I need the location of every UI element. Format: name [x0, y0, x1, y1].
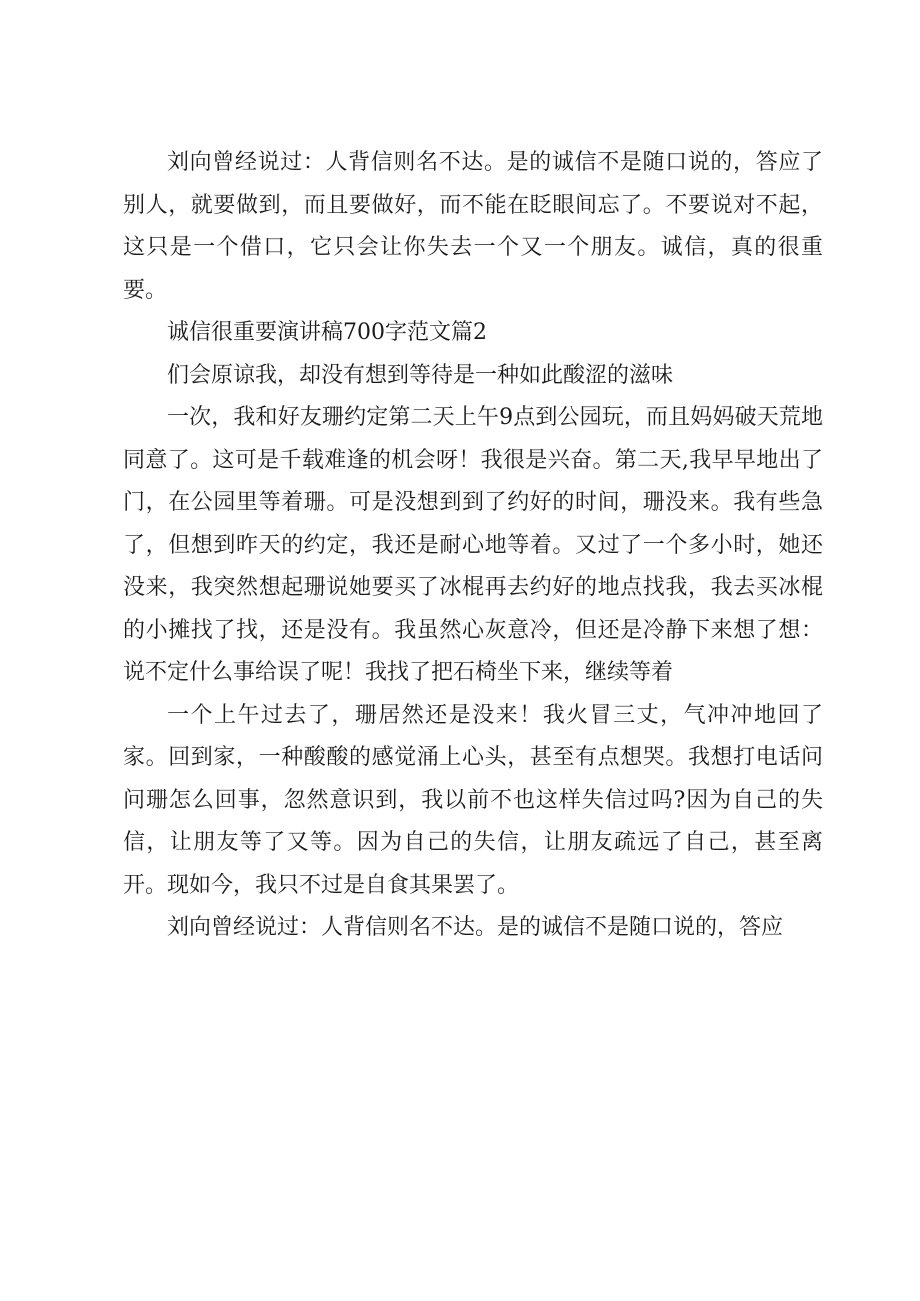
paragraph-2: 们会原谅我，却没有想到等待是一种如此酸涩的滋味	[167, 362, 674, 388]
section-heading: 诚信很重要演讲稿700字范文篇2	[167, 320, 487, 345]
paragraph-5: 刘向曾经说过：人背信则名不达。是的诚信不是随口说的，答应	[167, 915, 784, 940]
paragraph-4: 一个上午过去了，珊居然还是没来！我火冒三丈，气冲冲地回了家。回到家，一种酸酸的感觉涌上心头，甚至有点想哭。我想打电话问问珊怎么回事，忽然意识到，我以前不也这样失信过吗?因为自己的失信，让朋友等了又等。因为自己的失信，让朋友疏远了自己，甚至离开。现如今，我只不过是自食其果罢了。	[123, 702, 823, 898]
paragraph-1: 刘向曾经说过：人背信则名不达。是的诚信不是随口说的，答应了别人，就要做到，而且要做好，而不能在眨眼间忘了。不要说对不起，这只是一个借口，它只会让你失去一个又一个朋友。诚信，真的很重要。	[123, 150, 823, 303]
paragraph-3: 一次，我和好友珊约定第二天上午9点到公园玩，而且妈妈破天荒地同意了。这可是千载难逢的机会呀！我很是兴奋。第二天,我早早地出了门，在公园里等着珊。可是没想到到了约好的时间，珊没来。我有些急了，但想到昨天的约定，我还是耐心地等着。又过了一个多小时，她还没来，我突然想起珊说她要买了冰棍再去约好的地点找我，我去买冰棍的小摊找了找，还是没有。我虽然心灰意冷，但还是冷静下来想了想：说不定什么事给误了呢！我找了把石椅坐下来，继续等着	[123, 405, 823, 685]
document-body	[123, 142, 823, 950]
